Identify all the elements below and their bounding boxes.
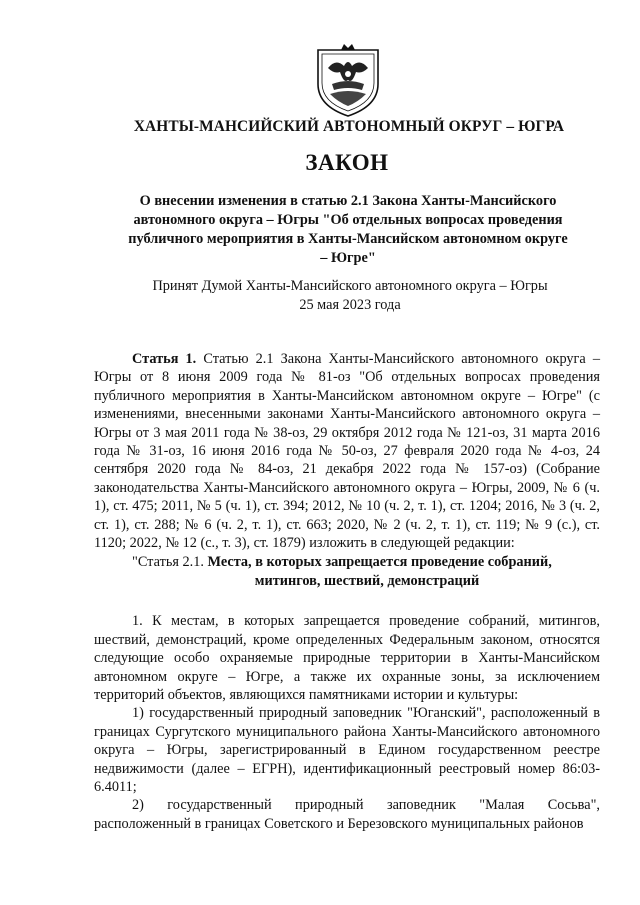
adoption-note: Принят Думой Ханты-Мансийского автономного округа – Югры 25 мая 2023 года <box>152 278 548 313</box>
article-1-paragraph <box>94 350 600 552</box>
coat-of-arms-icon <box>314 44 382 118</box>
article-2-1-prefix: "Статья 2.1. <box>132 554 204 571</box>
paragraph-1: 1. К местам, в которых запрещается проведение собраний, митингов, шествий, демонстраций, кроме определенных Федеральным законом, относятся следующие особо охраняемые природные территории в Ханты-Мансийском автономном округе – Югре, а также их охранные зоны, за исключением территорий объектов, являющихся памятниками истории и культуры: <box>94 613 600 703</box>
item-2: 2) государственный природный заповедник "Малая Сосьва", расположенный в границах Советского и Березовского муниципальных районов <box>94 797 600 832</box>
item-1: 1) государственный природный заповедник "Юганский", расположенный в границах Сургутского муниципального района Ханты-Мансийского автономного округа – Югры, зарегистрированный в Едином государственном реестре недвижимости (далее – ЕГРН), идентификационный реестровый номер 86:03-6.4011; <box>94 705 600 795</box>
article-2-1-title-line1: Места, в которых запрещается проведение собраний, <box>207 554 552 571</box>
article-2-1-title-line2: митингов, шествий, демонстраций <box>254 572 480 589</box>
law-body <box>94 350 600 833</box>
law-title: О внесении изменения в статью 2.1 Закона Ханты-Мансийского автономного округа – Югры "Об отдельных вопросах проведения публичного мероприятия в Ханты-Мансийском автономном округе – Югре" <box>128 193 568 266</box>
article-2-1-heading <box>94 553 600 571</box>
document-type-heading: ЗАКОН <box>305 150 389 175</box>
article-1-text: Статью 2.1 Закона Ханты-Мансийского автономного округа – Югры от 8 июня 2009 года № 81-оз "Об отдельных вопросах проведения публичного мероприятия в Ханты-Мансийском автономном округе – Югре" (с изменениями, внесенными законами Ханты-Мансийского автономного округа – Югры от 3 мая 2011 года № 38-оз, 29 октября 2012 года № 121-оз, 31 марта 2016 года № 31-оз, 16 июня 2016 года № 50-оз, 27 февраля 2020 года № 4-оз, 24 сентября 2020 года № 84-оз, 21 декабря 2022 года № 157-оз) (Собрание законодательства Ханты-Мансийского автономного округа – Югры, 2009, № 6 (ч. 1), ст. 475; 2011, № 5 (ч. 1), ст. 394; 2012, № 10 (ч. 2, т. 1), ст. 1204; 2016, № 3 (ч. 2, ст. 1), ст. 288; № 6 (ч. 2, т. 1), ст. 663; 2020, № 2 (ч. 2, т. 1), ст. 119; № 9 (с.), ст. 1120; 2022, № 12 (с., т. 3), ст. 1879) изложить в следующей редакции: <box>94 351 600 552</box>
article-1-label: Статья 1. <box>132 351 197 367</box>
region-heading: ХАНТЫ-МАНСИЙСКИЙ АВТОНОМНЫЙ ОКРУГ – ЮГРА <box>133 118 565 135</box>
